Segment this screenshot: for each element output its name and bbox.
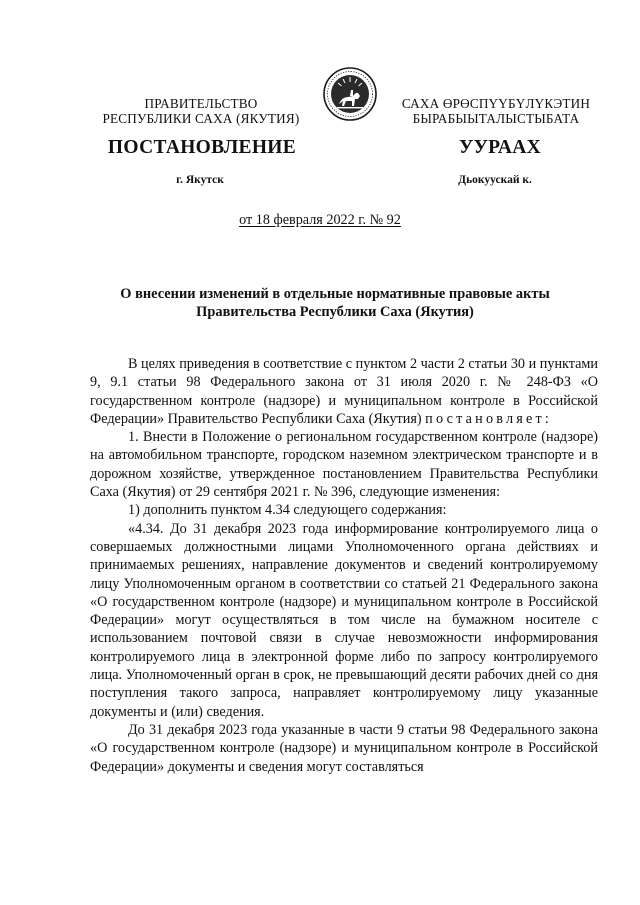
body-paragraph-preamble [90, 355, 598, 428]
doc-type-sakha: УУРААХ [458, 137, 542, 158]
city-sakha: Дьокуускай к. [458, 174, 532, 186]
government-name-line2: РЕСПУБЛИКИ САХА (ЯКУТИЯ) [102, 111, 300, 126]
government-name-sakha-line2: БЫРАБЫЫТАЛЫСТЫБАТА [412, 111, 580, 126]
preamble-text: В целях приведения в соответствие с пунктом 2 части 2 статьи 30 и пунктами 9, 9.1 статьи 98 Федерального закона от 31 июля 2020 г. № 248-ФЗ «О государственном контроле (надзоре) и муниципальном контроле в Российской Федерации» Правительство Республики Саха (Якутия) [90, 356, 598, 427]
document-body [90, 355, 598, 776]
doc-type-russian: ПОСТАНОВЛЕНИЕ [107, 137, 297, 158]
republic-emblem-icon [322, 66, 378, 122]
document-title-line1: О внесении изменений в отдельные нормативные правовые акты [120, 286, 550, 302]
decree-verb: постановляет: [425, 410, 553, 427]
body-paragraph-continuation: До 31 декабря 2023 года указанные в части 9 статьи 98 Федерального закона «О государственном контроле (надзоре) и муниципальном контроле в Российской Федерации» документы и сведения могут составляться [90, 721, 598, 775]
body-paragraph-subitem-1: 1) дополнить пунктом 4.34 следующего содержания: [128, 502, 447, 519]
body-paragraph-clause-4-34: «4.34. До 31 декабря 2023 года информирование контролируемого лица о совершаемых должностными лицами Уполномоченного органа действиях и принимаемых решениях, направление документов и сведений контролируемому лицу Уполномоченным органом в соответствии со статьей 21 Федерального закона «О государственном контроле (надзоре) и муниципальном контроле в Российской Федерации» могут осуществляться в том числе на бумажном носителе с использованием почтовой связи в случае невозможности информирования контролируемого лица в электронной форме либо по запросу контролируемого лица. Уполномоченный орган в срок, не превышающий десяти рабочих дней со дня поступления такого запроса, направляет контролируемому лицу указанные документы и (или) сведения. [90, 520, 598, 720]
government-name-sakha [388, 96, 604, 126]
government-name-sakha-line1: САХА ӨРӨСПҮҮБҮЛҮКЭТИН [401, 96, 591, 111]
government-name-russian [96, 96, 306, 126]
body-paragraph-item-1: 1. Внести в Положение о региональном государственном контроле (надзоре) на автомобильном транспорте, городском наземном электрическом транспорте и в дорожном хозяйстве, утвержденное постановлением Правительства Республики Саха (Якутия) от 29 сентября 2021 г. № 396, следующие изменения: [90, 429, 598, 501]
date-number [0, 212, 640, 229]
city-russian: г. Якутск [176, 174, 224, 186]
document-title-line2: Правительства Республики Саха (Якутия) [196, 304, 474, 320]
date-number-text: от 18 февраля 2022 г. № 92 [239, 212, 401, 228]
government-name-line1: ПРАВИТЕЛЬСТВО [144, 96, 258, 111]
document-title [100, 285, 570, 321]
